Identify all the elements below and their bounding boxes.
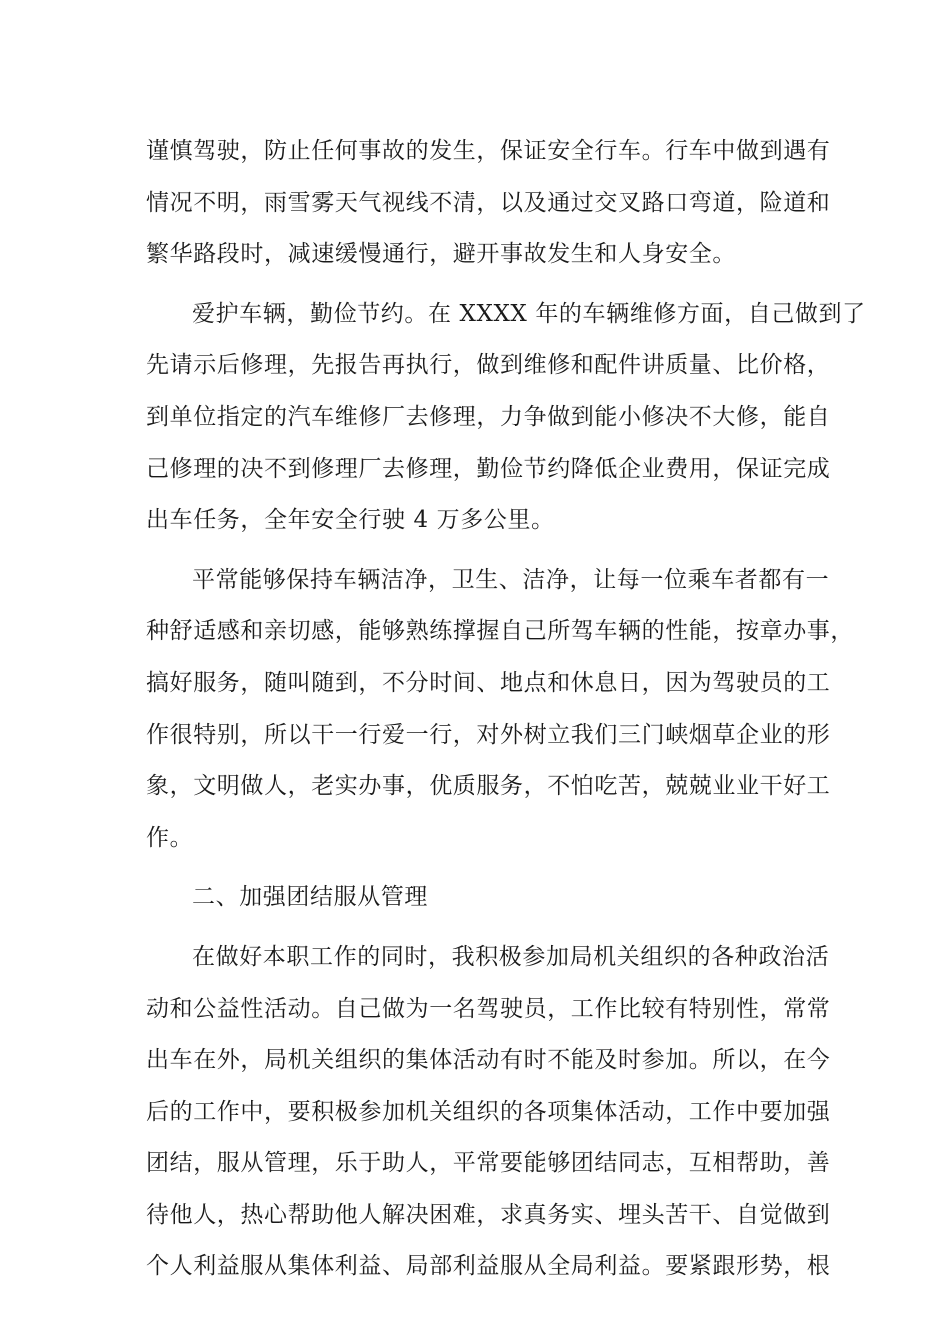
- text-line: 动和公益性活动。自己做为一名驾驶员，工作比较有特别性，常常: [146, 995, 831, 1022]
- text-line: 象，文明做人，老实办事，优质服务，不怕吃苦，兢兢业业干好工: [146, 773, 831, 800]
- text-line: 后的工作中，要积极参加机关组织的各项集体活动，工作中要加强: [146, 1098, 831, 1125]
- text-line: 在做好本职工作的同时，我积极参加局机关组织的各种政治活: [192, 943, 830, 970]
- section-heading: [146, 872, 826, 924]
- paragraph-safe-driving: [146, 126, 831, 281]
- text-line: 己修理的决不到修理厂去修理，勤俭节约降低企业费用，保证完成: [146, 455, 831, 482]
- heading-line: 二、加强团结服从管理: [192, 884, 428, 911]
- text-line: 爱护车辆，勤俭节约。在 XXXX 年的车辆维修方面，自己做到了: [192, 300, 866, 327]
- text-line: 到单位指定的汽车维修厂去修理，力争做到能小修决不大修，能自: [146, 403, 831, 430]
- text-line: 作很特别，所以干一行爱一行，对外树立我们三门峡烟草企业的形: [146, 721, 831, 748]
- paragraph-teamwork: [146, 932, 831, 1293]
- text-line: 繁华路段时，减速缓慢通行，避开事故发生和人身安全。: [146, 241, 736, 268]
- text-line: 个人利益服从集体利益、局部利益服从全局利益。要紧跟形势，根: [146, 1253, 831, 1280]
- body-text: [146, 126, 866, 1293]
- text-line: 种舒适感和亲切感，能够熟练撑握自己所驾车辆的性能，按章办事，: [146, 618, 854, 645]
- text-line: 谨慎驾驶，防止任何事故的发生，保证安全行车。行车中做到遇有: [146, 138, 831, 164]
- text-line: 搞好服务，随叫随到，不分时间、地点和休息日，因为驾驶员的工: [146, 669, 831, 696]
- text-line: 出车任务，全年安全行驶 4 万多公里。: [146, 507, 555, 534]
- text-line: 先请示后修理，先报告再执行，做到维修和配件讲质量、比价格，: [146, 352, 831, 379]
- text-line: 情况不明，雨雪雾天气视线不清，以及通过交叉路口弯道，险道和: [146, 189, 831, 216]
- text-line: 出车在外，局机关组织的集体活动有时不能及时参加。所以，在今: [146, 1047, 831, 1074]
- paragraph-vehicle-care: [146, 289, 866, 547]
- text-line: 待他人，热心帮助他人解决困难，求真务实、埋头苦干、自觉做到: [146, 1201, 831, 1228]
- text-line: 平常能够保持车辆洁净，卫生、洁净，让每一位乘车者都有一: [192, 566, 830, 593]
- text-line: 作。: [146, 824, 194, 851]
- text-line: 团结，服从管理，乐于助人，平常要能够团结同志，互相帮助，善: [146, 1150, 831, 1177]
- paragraph-service: [146, 555, 854, 865]
